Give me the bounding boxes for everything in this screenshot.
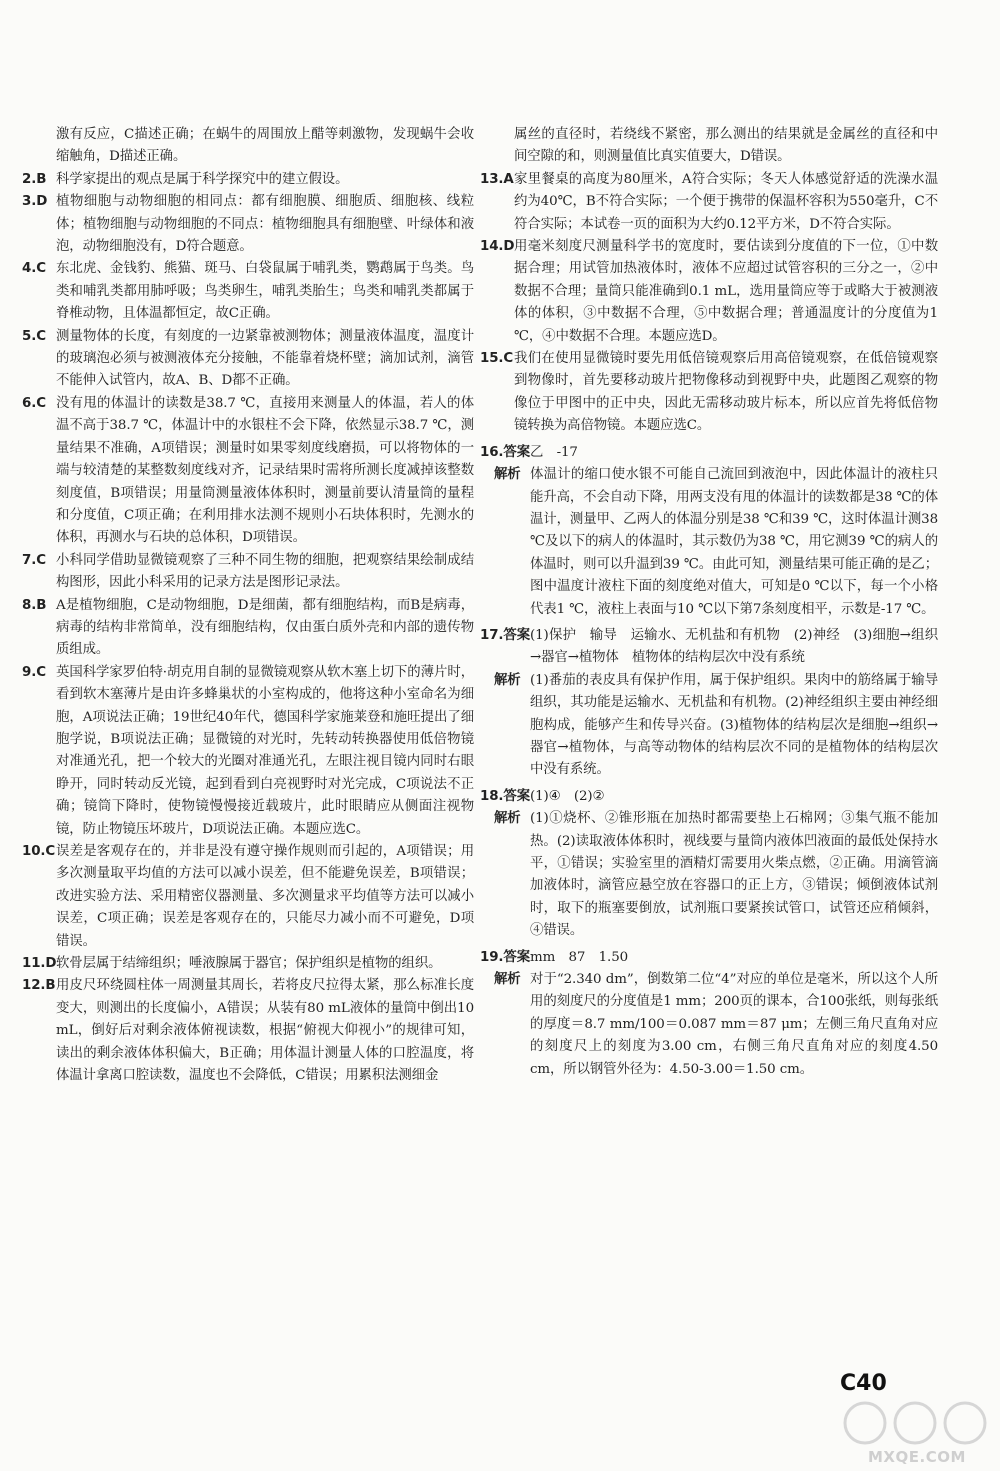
question-number: 7.C [22, 552, 46, 568]
answer-text: 用毫米刻度尺测量科学书的宽度时，要估读到分度值的下一位，①中数据合理；用试管加热液体时，液体不应超过试管容积的三分之一，②中数据不合理；量筒只能准确到0.1 mL，选用量筒应等于或略大于被测液体的体积，③中数据不合理，⑤中数据合理；普通温度计的分度值为1 ℃，④中数据不合理。本题应选D。 [514, 239, 938, 344]
answer-text: 植物细胞与动物细胞的相同点：都有细胞膜、细胞质、细胞核、线粒体；植物细胞与动物细胞的不同点：植物细胞具有细胞壁、叶绿体和液泡，动物细胞没有，D符合题意。 [56, 194, 474, 255]
question-number: 15.C [480, 351, 514, 367]
q16-answer-label: 16.答案 [480, 444, 531, 460]
q16-block [480, 442, 938, 621]
left-item [22, 258, 474, 325]
left-column [22, 124, 474, 1087]
left-item [22, 393, 474, 550]
left-intro: 激有反应，C描述正确；在蜗牛的周围放上醋等刺激物，发现蜗牛会收缩触角，D描述正确。 [56, 127, 474, 165]
right-item [480, 348, 938, 438]
q17-answer: (1)保护 输导 运输水、无机盐和有机物 (2)神经 (3)细胞→组织→器官→植物体 植物体的结构层次中没有系统 [530, 627, 938, 666]
answer-text: A是植物细胞，C是动物细胞，D是细菌，都有细胞结构，而B是病毒，病毒的结构非常简单，没有细胞结构，仅由蛋白质外壳和内部的遗传物质组成。 [56, 597, 474, 658]
q18-answer-label: 18.答案 [480, 788, 531, 804]
left-item [22, 169, 474, 191]
left-item [22, 953, 474, 975]
question-number: 2.B [22, 171, 47, 187]
q16-answer: 乙 -17 [530, 444, 578, 460]
question-number: 5.C [22, 328, 46, 344]
q19-analysis-label: 解析 [494, 972, 521, 988]
right-item [480, 169, 938, 236]
q19-answer-label: 19.答案 [480, 949, 531, 965]
q18-answer: (1)④ (2)② [530, 788, 605, 804]
right-item [480, 236, 938, 348]
question-number: 6.C [22, 395, 46, 411]
question-number: 8.B [22, 597, 47, 613]
left-item [22, 326, 474, 393]
answer-text: 东北虎、金钱豹、熊猫、斑马、白袋鼠属于哺乳类，鹦鹉属于鸟类。鸟类和哺乳类都用肺呼吸；鸟类卵生，哺乳类胎生；鸟类和哺乳类都属于脊椎动物，且体温都恒定，故C正确。 [56, 261, 474, 322]
question-number: 4.C [22, 261, 46, 277]
left-item [22, 662, 474, 841]
q18-analysis-label: 解析 [494, 811, 521, 827]
answer-text: 没有甩的体温计的读数是38.7 ℃，直接用来测量人的体温，若人的体温不高于38.7 ℃，体温计中的水银柱不会下降，依然显示38.7 ℃，测量结果不准确，A项错误；测量时如果零刻度线磨损，可以将物体的一端与较清楚的某整数刻度线对齐，记录结果时需将所测长度减掉该整数刻度值，B项错误；用量筒测量液体体积时，测量前要认清量筒的量程和分度值，C项正确；在利用排水法测不规则小石块体积时，先测水的体积，再测水与石块的总体积，D项错误。 [56, 395, 474, 546]
q17-analysis-label: 解析 [494, 672, 521, 688]
answer-text: 英国科学家罗伯特·胡克用自制的显微镜观察从软木塞上切下的薄片时，看到软木塞薄片是由许多蜂巢状的小室构成的，他将这种小室命名为细胞，A项说法正确；19世纪40年代，德国科学家施莱登和施旺提出了细胞学说，B项说法正确；显微镜的对光时，先转动转换器使用低倍物镜对准通光孔，把一个较大的光圈对准通光孔，左眼注视目镜内同时右眼睁开，同时转动反光镜，起到看到白亮视野时对光完成，C项说法不正确；镜筒下降时，使物镜慢慢接近载玻片，此时眼睛应从侧面注视物镜，防止物镜压坏玻片，D项说法正确。本题应选C。 [56, 664, 474, 837]
answer-text: 测量物体的长度，有刻度的一边紧靠被测物体；测量液体温度，温度计的玻璃泡必须与被测液体充分接触，不能靠着烧杯壁；滴加试剂，滴管不能伸入试管内，故A、B、D都不正确。 [56, 328, 474, 389]
q19-answer: mm 87 1.50 [530, 949, 629, 965]
answer-text: 误差是客观存在的，并非是没有遵守操作规则而引起的，A项错误；用多次测量取平均值的方法可以减小误差，但不能避免误差，B项错误；改进实验方法、采用精密仪器测量、多次测量求平均值等方法可以减小误差，C项正确；误差是客观存在的，只能尽力减小而不可避免，D项错误。 [56, 844, 474, 949]
question-number: 12.B [22, 978, 56, 994]
q17-analysis: (1)番茄的表皮具有保护作用，属于保护组织。果肉中的筋络属于输导组织，其功能是运输水、无机盐和有机物。(2)神经组织主要由神经细胞构成，能够产生和传导兴奋。(3)植物体的结构层次是细胞→组织→器官→植物体，与高等动物体的结构层次不同的是植物体的结构层次中没有系统。 [530, 672, 938, 778]
q17-answer-label: 17.答案 [480, 627, 531, 643]
question-number: 10.C [22, 844, 56, 859]
q19-analysis: 对于“2.340 dm”，倒数第二位“4”对应的单位是毫米，所以这个人所用的刻度尺的分度值是1 mm；200页的课本，合100张纸，则每张纸的厚度＝8.7 mm/100＝0.087 mm＝87 μm；左侧三角尺直角对应的刻度尺上的刻度为3.00 cm，右侧三角尺直角对应的刻度4.50 cm，所以钢管外径为：4.50-3.00＝1.50 cm。 [530, 972, 938, 1077]
question-number: 13.A [480, 171, 514, 187]
right-intro: 属丝的直径时，若绕线不紧密，那么测出的结果就是金属丝的直径和中间空隙的和，则测量值比真实值要大，D错误。 [514, 127, 938, 165]
page-number: C40 [840, 1371, 887, 1396]
q19-block [480, 947, 938, 1081]
answer-text: 小科同学借助显微镜观察了三种不同生物的细胞，把观察结果绘制成结构图形，因此小科采用的记录方法是图形记录法。 [56, 552, 474, 591]
right-column [480, 124, 938, 1081]
question-number: 9.C [22, 664, 46, 680]
left-item [22, 550, 474, 595]
left-item [22, 595, 474, 662]
q16-analysis: 体温计的缩口使水银不可能自己流回到液泡中，因此体温计的液柱只能升高，不会自动下降，用两支没有甩的体温计的读数都是38 ℃的体温计，测量甲、乙两人的体温分别是38 ℃和39 ℃，这时体温计测38 ℃及以下的病人的体温时，其示数仍为38 ℃，用它测39 ℃的病人的体温时，则可以升温到39 ℃。由此可知，测量结果可能正确的是乙；图中温度计液柱下面的刻度绝对值大，可知是0 ℃以下，每一个小格代表1 ℃，液柱上表面与10 ℃以下第7条刻度相平，示数是-17 ℃。 [530, 467, 939, 617]
left-item [22, 191, 474, 258]
answer-text: 用皮尺环绕圆柱体一周测量其周长，若将皮尺拉得太紧，那么标准长度变大，则测出的长度偏小，A错误；从装有80 mL液体的量筒中倒出10 mL，倒好后对剩余液体俯视读数，根据“俯视大仰视小”的规律可知，读出的剩余液体体积偏大，B正确；用体温计测量人体的口腔温度，将体温计拿离口腔读数，温度也不会降低，C错误；用累积法测细金 [56, 978, 474, 1084]
answer-text: 科学家提出的观点是属于科学探究中的建立假设。 [56, 171, 349, 187]
right-items-list [480, 169, 938, 438]
question-number: 3.D [22, 194, 48, 210]
question-number: 11.D [22, 956, 57, 972]
answer-text: 软骨层属于结缔组织；唾液腺属于器官；保护组织是植物的组织。 [56, 956, 442, 972]
left-item [22, 841, 474, 953]
answer-text: 家里餐桌的高度为80厘米，A符合实际；冬天人体感觉舒适的洗澡水温约为40℃，B不符合实际；一个便于携带的保温杯容积为550毫升，C不符合实际；本试卷一页的面积为大约0.12平方米，D不符合实际。 [514, 171, 938, 232]
q16-analysis-label: 解析 [494, 467, 521, 483]
watermark-url: MXQE.COM [868, 1448, 966, 1466]
q18-block [480, 786, 938, 943]
left-items-list [22, 169, 474, 1088]
answer-text: 我们在使用显微镜时要先用低倍镜观察后用高倍镜观察，在低倍镜观察到物像时，首先要移动玻片把物像移动到视野中央，此题图乙观察的物像位于甲图中的正中央，因此无需移动玻片标本，所以应首先将低倍物镜转换为高倍物镜。本题应选C。 [514, 351, 938, 434]
question-number: 14.D [480, 239, 515, 255]
q17-block [480, 625, 938, 782]
q18-analysis: (1)①烧杯、②锥形瓶在加热时都需要垫上石棉网；③集气瓶不能加热。(2)读取液体体积时，视线要与量筒内液体凹液面的最低处保持水平，①错误；实验室里的酒精灯需要用火柴点燃，②正确。用滴管滴加液体时，滴管应悬空放在容器口的正上方，③错误；倾倒液体试剂时，取下的瓶塞要倒放，试剂瓶口要紧挨试管口，试管还应稍倾斜，④错误。 [530, 811, 938, 939]
left-item [22, 975, 474, 1087]
